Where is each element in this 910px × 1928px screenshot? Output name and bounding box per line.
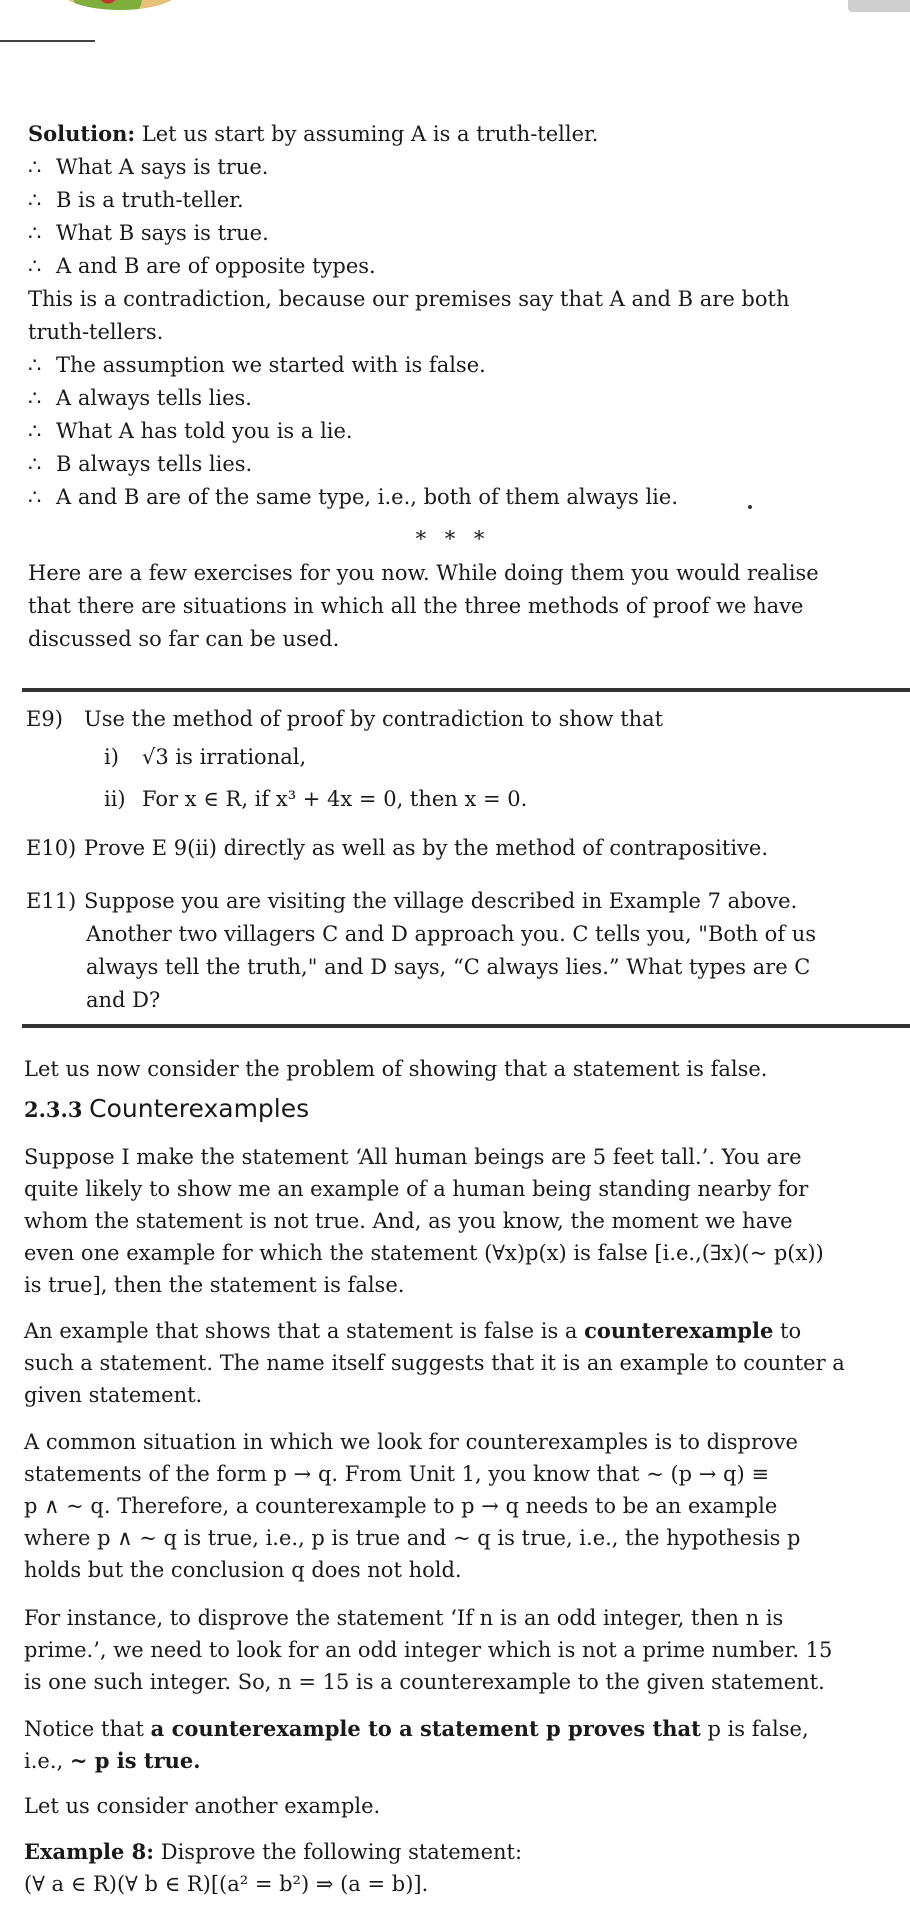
corner-badge [848,0,910,12]
solution-intro: Solution: Let us start by assuming A is a truth-teller. [28,121,599,146]
exercise-tag: E11) [26,889,77,913]
paragraph-suppose: Suppose I make the statement ‘All human beings are 5 feet tall.’. You are quite likely to show me an example of a human being standing nearby for whom the statement is not true. And, as you know, the moment we have even one example for which the statement (∀x)p(x) is false [i.e.,(∃x)(~ p(x)) is true], then the statement is false. [24,1145,824,1297]
exercise-box-bottom-rule [22,1024,910,1028]
paragraph-common-situation: A common situation in which we look for counterexamples is to disprove statements of the form p → q. From Unit 1, you know that ~ (p → q) ≡ p ∧ ~ q. Therefore, a counterexample to p → q needs to be an example where p ∧ ~ q is true, i.e., p is true and ~ q is true, i.e., the hypothesis p holds but the conclusion q does not hold. [24,1430,801,1582]
section-title: Counterexamples [89,1094,310,1123]
exercise-subitem: i) √3 is irrational, [104,745,307,769]
section-separator: * * * [415,527,491,551]
section-lead: Let us now consider the problem of showing that a statement is false. [24,1057,768,1081]
paragraph-for-instance: For instance, to disprove the statement ‘If n is an odd integer, then n is prime.’, we need to look for an odd integer which is not a prime number. 15 is one such integer. So, n = 15 is a counterexample to the given statement. [24,1606,833,1694]
contradiction-line: This is a contradiction, because our premises say that A and B are both [28,287,790,311]
section-number: 2.3.3 [24,1097,83,1122]
top-rule [0,40,95,42]
solution-step: ∴ B is a truth-teller. [28,188,244,212]
example-8: Example 8: Disprove the following statement: (∀ a ∈ R)(∀ b ∈ R)[(a² = b²) ⇒ (a = b)]. [24,1836,874,1900]
solution-step: ∴ What A says is true. [28,155,269,179]
exercise-intro: Here are a few exercises for you now. While doing them you would realise that there are situations in which all the three methods of proof we have discussed so far can be used. [28,561,819,651]
contradiction-line: truth-tellers. [28,320,164,344]
solution-step: ∴ What B says is true. [28,221,269,245]
section-heading [24,1092,874,1127]
exercise-tag: E10) [26,836,77,860]
example-formula: (∀ a ∈ R)(∀ b ∈ R)[(a² = b²) ⇒ (a = b)]. [24,1872,429,1896]
example-label: Example 8: [24,1839,155,1864]
exercise-tag: E9) [26,707,63,731]
solution-block [28,117,878,514]
scan-speck [748,505,752,509]
solution-step: ∴ A and B are of the same type, i.e., both of them always lie. [28,485,678,509]
solution-step: ∴ The assumption we started with is false. [28,353,486,377]
decorative-illustration [60,0,180,10]
exercise-subitem: ii) For x ∈ R, if x³ + 4x = 0, then x = 0. [104,787,528,811]
exercise-box-top-rule [22,688,910,692]
solution-step: ∴ What A has told you is a lie. [28,419,353,443]
solution-step: ∴ A always tells lies. [28,386,252,410]
exercise-e10: E10) Prove E 9(ii) directly as well as by the method of contrapositive. [26,832,886,865]
solution-step: ∴ B always tells lies. [28,452,253,476]
paragraph-another-example: Let us consider another example. [24,1794,381,1818]
paragraph-notice: Notice that a counterexample to a statement p proves that p is false, i.e., ~ p is true. [24,1716,809,1773]
paragraph-counterexample-definition: An example that shows that a statement is false is a counterexample to such a statement. The name itself suggests that it is an example to counter a given statement. [24,1318,845,1407]
solution-step: ∴ A and B are of opposite types. [28,254,376,278]
exercise-e9: E9) Use the method of proof by contradiction to show that i) √3 is irrational, ii) For x ∈ R, if x³ + 4x = 0, then x = 0. [26,703,886,820]
exercise-e11: E11) Suppose you are visiting the village described in Example 7 above. Another two villagers C and D approach you. C tells you, "Both of us always tell the truth," and D says, “C always lies.” What types are C and D? [26,885,886,1017]
top-strip [0,0,910,14]
